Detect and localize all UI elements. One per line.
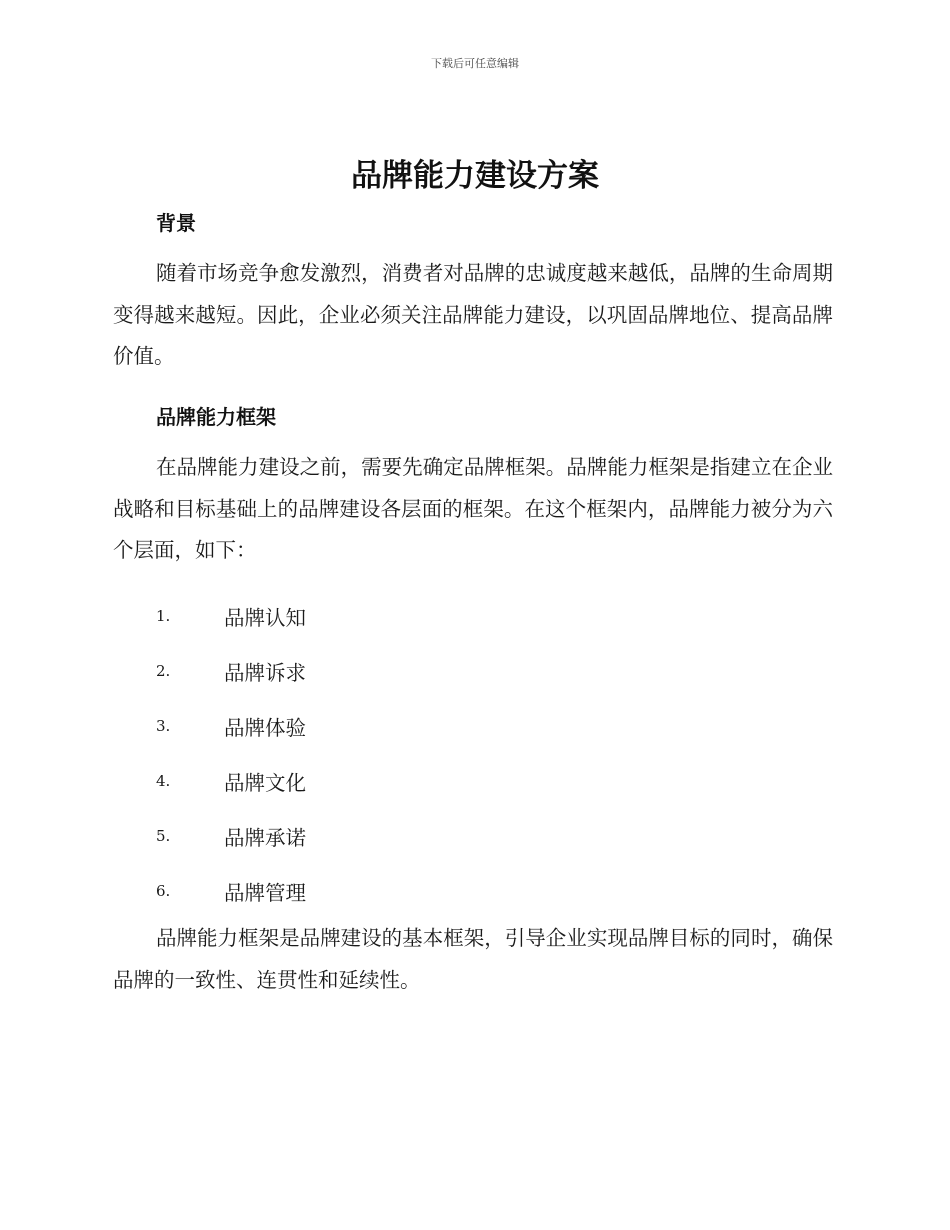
section-heading-framework: 品牌能力框架 (156, 405, 276, 429)
list-item-text: 品牌文化 (224, 770, 306, 795)
list-item-number: 6. (156, 881, 171, 900)
framework-layers-list (156, 588, 306, 918)
section-heading-background: 背景 (156, 211, 196, 235)
list-item-number: 4. (156, 771, 171, 790)
list-item-number: 2. (156, 661, 171, 680)
list-item-number: 1. (156, 606, 171, 625)
closing-paragraph: 品牌能力框架是品牌建设的基本框架，引导企业实现品牌目标的同时，确保品牌的一致性、连贯性和延续性。 (113, 926, 833, 992)
list-item-text: 品牌诉求 (224, 660, 306, 685)
document-title: 品牌能力建设方案 (351, 158, 599, 194)
list-item-text: 品牌体验 (224, 715, 306, 740)
list-item (156, 698, 306, 753)
list-item-text: 品牌管理 (224, 880, 306, 905)
list-item-number: 3. (156, 716, 171, 735)
list-item (156, 643, 306, 698)
list-item-number: 5. (156, 826, 171, 845)
list-item (156, 588, 306, 643)
list-item-text: 品牌认知 (224, 605, 306, 630)
list-item (156, 753, 306, 808)
framework-paragraph: 在品牌能力建设之前，需要先确定品牌框架。品牌能力框架是指建立在企业战略和目标基础上的品牌建设各层面的框架。在这个框架内，品牌能力被分为六个层面，如下： (113, 455, 833, 562)
list-item (156, 863, 306, 918)
list-item-text: 品牌承诺 (224, 825, 306, 850)
background-paragraph: 随着市场竞争愈发激烈，消费者对品牌的忠诚度越来越低，品牌的生命周期变得越来越短。因此，企业必须关注品牌能力建设，以巩固品牌地位、提高品牌价值。 (113, 261, 833, 368)
list-item (156, 808, 306, 863)
header-note: 下载后可任意编辑 (431, 57, 519, 70)
